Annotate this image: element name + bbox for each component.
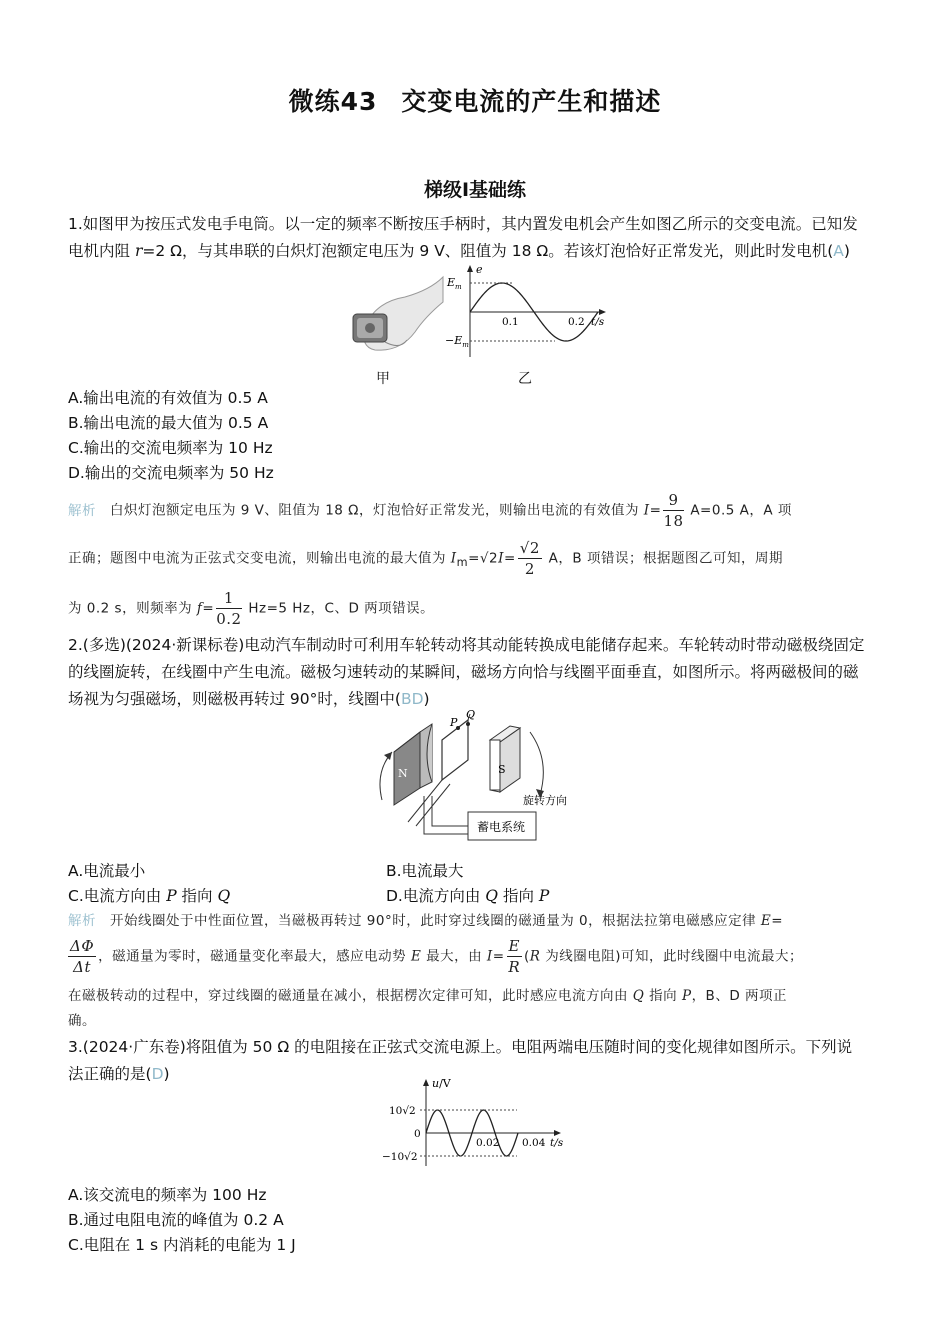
em-label: $E_m$ xyxy=(447,276,462,291)
caption-yi: 乙 xyxy=(518,371,532,387)
title-sub: 交变电流的产生和描述 xyxy=(401,87,662,116)
x-axis-label: t/s xyxy=(591,316,605,328)
q1-solution-line2: 正确；题图中电流为正弦式交变电流，则输出电流的最大值为 $I_m=√2I=$ $\frac{√2}{2}$ A，B 项错误；根据题图乙可知，周期 xyxy=(68,539,783,578)
tick-0.1: 0.1 xyxy=(502,316,519,328)
q2-line3: 场视为匀强磁场，则磁极再转过 90°时，线圈中(BD) xyxy=(68,690,430,708)
fraction-1-0.2: $\frac{1}{0.2}$ xyxy=(216,589,242,628)
rotate-label: 旋转方向 xyxy=(523,794,567,807)
zero-label: 0 xyxy=(414,1128,421,1140)
q1-stem xyxy=(68,211,884,265)
q3-line2: 法正确的是(D) xyxy=(68,1065,170,1083)
y-axis-label: e xyxy=(476,263,483,276)
pos-peak-label: 10√2 xyxy=(389,1105,416,1117)
q3-option-b: B.通过电阻电流的峰值为 0.2 A xyxy=(68,1211,284,1229)
q2-option-b: B.电流最大 xyxy=(386,862,464,880)
q2-stem xyxy=(68,632,884,713)
tick-0.02: 0.02 xyxy=(476,1137,500,1149)
q1-option-d: D.输出的交流电频率为 50 Hz xyxy=(68,464,274,482)
q2-solution-line1: 解析 开始线圈处于中性面位置，当磁极再转过 90°时，此时穿过线圈的磁通量为 0，根据法拉第电磁感应定律 E= xyxy=(68,913,784,929)
coil xyxy=(442,720,468,780)
x-axis-label: t/s xyxy=(550,1137,564,1149)
q2-generator-figure xyxy=(370,710,585,845)
s-label: S xyxy=(498,763,506,776)
q1-option-a: A.输出电流的有效值为 0.5 A xyxy=(68,389,268,407)
q2-option-c: C.电流方向由 P 指向 Q xyxy=(68,887,231,905)
tick-0.04: 0.04 xyxy=(522,1137,546,1149)
storage-label: 蓄电系统 xyxy=(477,820,526,834)
caption-jia: 甲 xyxy=(376,371,390,387)
q2-solution-line4: 确。 xyxy=(68,1013,96,1029)
q2-option-d: D.电流方向由 Q 指向 P xyxy=(386,887,550,905)
p-label: P xyxy=(450,716,458,729)
fraction-sqrt2-2: $\frac{√2}{2}$ xyxy=(519,539,540,578)
q2-solution-line3: 在磁极转动的过程中，穿过线圈的磁通量在减小，根据楞次定律可知，此时感应电流方向由 Q 指向 P，B、D 两项正 xyxy=(68,988,788,1004)
q2-answer: BD xyxy=(400,690,424,708)
q3-option-c: C.电阻在 1 s 内消耗的电能为 1 J xyxy=(68,1236,296,1254)
solution-tag: 解析 xyxy=(68,502,96,519)
n-label: N xyxy=(398,767,408,780)
q1-option-b: B.输出电流的最大值为 0.5 A xyxy=(68,414,269,432)
y-axis-label: u/V xyxy=(432,1077,451,1090)
q1-option-c: C.输出的交流电频率为 10 Hz xyxy=(68,439,273,457)
page-title xyxy=(0,82,950,118)
fraction-dphi-dt: $\frac{\Delta\Phi}{\Delta t}$ xyxy=(70,937,95,976)
q1-line1: 1.如图甲为按压式发电手电筒。以一定的频率不断按压手柄时，其内置发电机会产生如图乙所示的交变电流。已知发 xyxy=(68,215,858,233)
q2-line1: 2.(多选)(2024·新课标卷)电动汽车制动时可利用车轮转动将其动能转换成电能储存起来。车轮转动时带动磁极绕固定 xyxy=(68,636,865,654)
neg-peak-label: −10√2 xyxy=(382,1151,418,1163)
q3-line1: 3.(2024·广东卷)将阻值为 50 Ω 的电阻接在正弦式交流电源上。电阻两端电压随时间的变化规律如图所示。下列说 xyxy=(68,1038,853,1056)
q3-voltage-graph xyxy=(382,1076,572,1170)
tick-0.2: 0.2 xyxy=(568,316,585,328)
q2-line2: 的线圈旋转，在线圈中产生电流。磁极匀速转动的某瞬间，磁场方向恰与线圈平面垂直，如图所示。将两磁极间的磁 xyxy=(68,663,859,681)
section-heading: 梯级Ⅰ基础练 xyxy=(423,179,527,201)
title-main: 微练43 xyxy=(288,87,378,116)
q1-answer: A xyxy=(833,242,844,260)
q1-solution-line3: 为 0.2 s，则频率为 f= $\frac{1}{0.2}$ Hz=5 Hz，C、D 两项错误。 xyxy=(68,589,435,628)
q1-line2: 电机内阻 r=2 Ω，与其串联的白炽灯泡额定电压为 9 V、阻值为 18 Ω。若该灯泡恰好正常发光，则此时发电机(A) xyxy=(68,242,850,260)
q2-option-a: A.电流最小 xyxy=(68,862,146,880)
fraction-9-18: $\frac{9}{18}$ xyxy=(663,491,684,530)
q2-solution-line2: $\frac{\Delta\Phi}{\Delta t}$ ，磁通量为零时，磁通量变化率最大，感应电动势 E 最大，由 I= $\frac{E}{R}$ (R 为线圈电阻)可知，此时线圈中电流最大； xyxy=(70,937,804,976)
solution-tag: 解析 xyxy=(68,913,96,929)
q3-answer: D xyxy=(151,1065,164,1083)
neg-em-label: $-E_m$ xyxy=(445,334,469,349)
q-label: Q xyxy=(466,710,476,721)
q1-solution-line1: 解析 白炽灯泡额定电压为 9 V、阻值为 18 Ω，灯泡恰好正常发光，则输出电流的有效值为 I= $\frac{9}{18}$ A=0.5 A，A 项 xyxy=(68,491,792,530)
q1-emf-graph xyxy=(445,262,615,362)
flashlight-figure xyxy=(345,272,445,360)
fraction-e-r: $\frac{E}{R}$ xyxy=(508,937,521,976)
q3-option-a: A.该交流电的频率为 100 Hz xyxy=(68,1186,267,1204)
